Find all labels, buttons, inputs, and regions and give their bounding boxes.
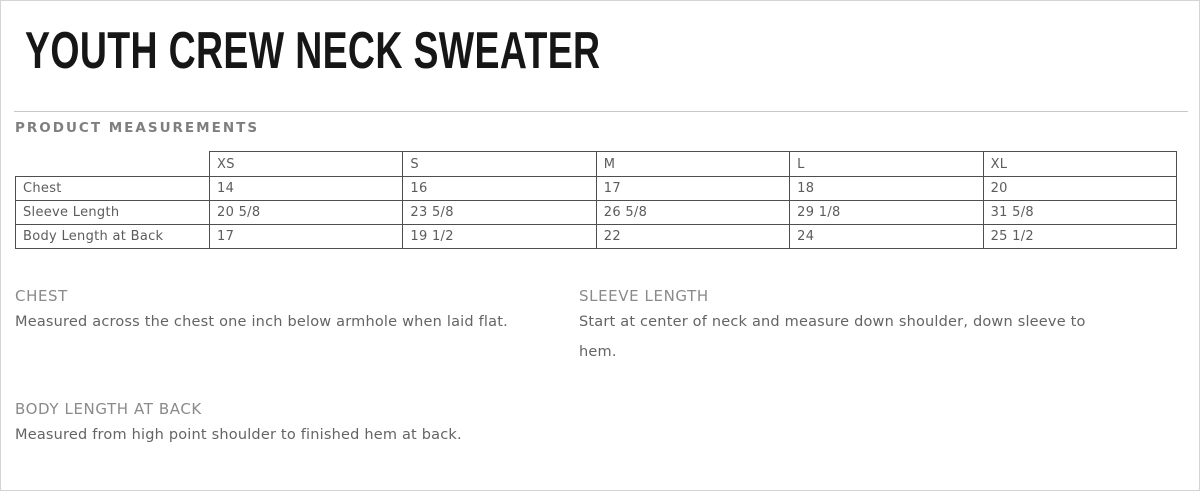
size-column-header-xs: XS [210, 152, 403, 177]
chest-definition-text: Measured across the chest one inch below armhole when laid flat. [15, 314, 508, 330]
measurement-value: 24 [790, 225, 983, 249]
size-column-header-xl: XL [983, 152, 1176, 177]
table-row-chest [16, 177, 1177, 201]
measurement-value: 31 5/8 [983, 201, 1176, 225]
measurement-value: 26 5/8 [596, 201, 789, 225]
measurement-value: 23 5/8 [403, 201, 596, 225]
body-length-at-back-definition-heading: BODY LENGTH AT BACK [15, 400, 202, 418]
size-column-header-m: M [596, 152, 789, 177]
corner-blank-cell [16, 152, 210, 177]
measurement-value: 25 1/2 [983, 225, 1176, 249]
table-row-sleeve-length [16, 201, 1177, 225]
body-length-at-back-definition-text: Measured from high point shoulder to finished hem at back. [15, 427, 462, 443]
measurement-value: 20 5/8 [210, 201, 403, 225]
chest-definition [15, 287, 575, 337]
measurement-value: 19 1/2 [403, 225, 596, 249]
table-row-body-length-at-back [16, 225, 1177, 249]
sleeve-length-definition-heading: SLEEVE LENGTH [579, 287, 709, 305]
body-length-at-back-definition [15, 400, 585, 450]
sleeve-length-definition [579, 287, 1119, 367]
measurement-value: 20 [983, 177, 1176, 201]
size-header-row [16, 152, 1177, 177]
measurement-value: 29 1/8 [790, 201, 983, 225]
measurement-value: 14 [210, 177, 403, 201]
divider [14, 111, 1188, 112]
measurement-value: 17 [210, 225, 403, 249]
sleeve-length-definition-text: Start at center of neck and measure down shoulder, down sleeve to hem. [579, 314, 1086, 360]
measurements-table [15, 151, 1177, 249]
row-label: Sleeve Length [16, 201, 210, 225]
page-title [25, 22, 824, 80]
page-title-text: YOUTH CREW NECK SWEATER [25, 22, 601, 80]
product-measurements-heading: PRODUCT MEASUREMENTS [15, 120, 260, 136]
row-label: Chest [16, 177, 210, 201]
chest-definition-heading: CHEST [15, 287, 68, 305]
measurement-value: 17 [596, 177, 789, 201]
size-column-header-s: S [403, 152, 596, 177]
measurement-value: 22 [596, 225, 789, 249]
measurement-value: 18 [790, 177, 983, 201]
size-column-header-l: L [790, 152, 983, 177]
row-label: Body Length at Back [16, 225, 210, 249]
measurement-value: 16 [403, 177, 596, 201]
